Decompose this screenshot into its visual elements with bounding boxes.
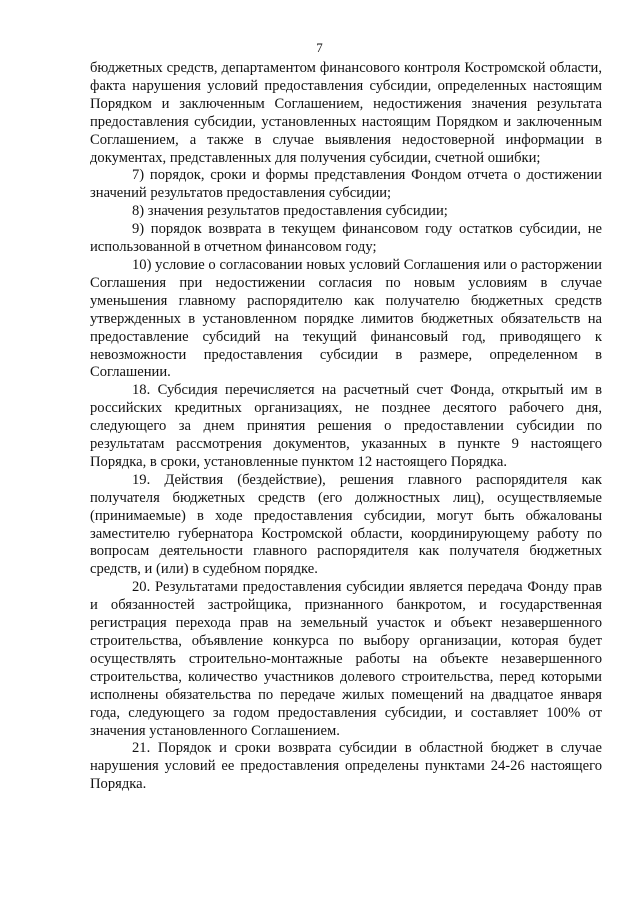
- list-item-9: 9) порядок возврата в текущем финансовом году остатков субсидии, не использованной в отчетном финансовом году;: [90, 221, 602, 256]
- document-body: [90, 60, 602, 794]
- paragraph-point-21: 21. Порядок и сроки возврата субсидии в областной бюджет в случае нарушения условий ее предоставления определены пунктами 24-26 настоящего Порядка.: [90, 740, 602, 793]
- list-item-7: 7) порядок, сроки и формы представления Фондом отчета о достижении значений результатов предоставления субсидии;: [90, 167, 602, 202]
- paragraph-point-18: 18. Субсидия перечисляется на расчетный счет Фонда, открытый им в российских кредитных организациях, не позднее десятого рабочего дня, следующего за днем принятия решения о предоставлении субсидии по результатам рассмотрения документов, указанных в пункте 9 настоящего Порядка, в сроки, установленные пунктом 12 настоящего Порядка.: [90, 382, 602, 470]
- paragraph-point-20: 20. Результатами предоставления субсидии является передача Фонду прав и обязанностей застройщика, признанного банкротом, и государственная регистрация перехода прав на земельный участок и объект незавершенного строительства, объявление конкурса по выбору организации, которая будет осуществлять строительно-монтажные работы на объекте незавершенного строительства, количество участников долевого строительства, перед которыми исполнены обязательства по передаче жилых помещений на двадцатое января года, следующего за годом предоставления субсидии, и составляет 100% от значения установленного Соглашением.: [90, 579, 602, 739]
- page-number: 7: [316, 40, 323, 55]
- paragraph-continuation: бюджетных средств, департаментом финансового контроля Костромской области, факта нарушения условий предоставления субсидии, определенных настоящим Порядком и заключенным Соглашением, недостижения значения результата предоставления субсидии, установленных настоящим Порядком и заключенным Соглашением, а также в случае выявления недостоверной информации в документах, представленных для получения субсидии, счетной ошибки;: [90, 60, 602, 166]
- list-item-10: 10) условие о согласовании новых условий Соглашения или о расторжении Соглашения при недостижении согласия по новым условиям в случае уменьшения главному распорядителю как получателю бюджетных средств утвержденных в установленном порядке лимитов бюджетных обязательств на предоставление субсидий на текущий финансовый год, приводящего к невозможности предоставления субсидии в размере, определенном в Соглашении.: [90, 256, 602, 381]
- list-item-8: 8) значения результатов предоставления субсидии;: [132, 203, 448, 220]
- paragraph-point-19: 19. Действия (бездействие), решения главного распорядителя как получателя бюджетных средств (его должностных лиц), осуществляемые (принимаемые) в ходе предоставления субсидии, могут быть обжалованы заместителю губернатора Костромской области, координирующему работу по вопросам деятельности главного распорядителя как получателя бюджетных средств, и (или) в судебном порядке.: [90, 471, 602, 578]
